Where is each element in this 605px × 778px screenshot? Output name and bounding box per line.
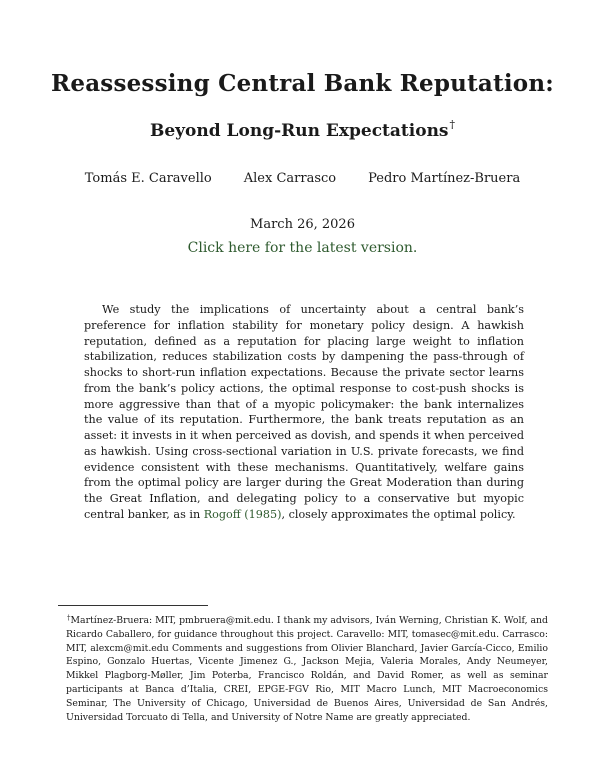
footnote-mark: † [67,614,71,622]
subtitle-text: Beyond Long-Run Expectations [149,121,449,141]
paper-date: March 26, 2026 [250,217,355,232]
rogoff-citation-link[interactable]: Rogoff (1985) [203,507,282,521]
author-1: Tomás E. Caravello [84,171,212,186]
latest-version-period: . [412,240,418,256]
abstract-text-end: , closely approximates the optimal policy. [281,507,516,521]
abstract-text-main: We study the implications of uncertainty about a central bank’s preference for inflation stability for monetary policy design. A hawkish reputation, defined as a reputation for placing large weight to inflation stabilization, reduces stabilization costs by dampening the pass-through of shocks to short-run inflation expectations. Because the private sector learns from the bank’s policy actions, the optimal response to cost-push shocks is more aggressive than that of a myopic policymaker: the bank internalizes the value of its reputation. Furthermore, the bank treats reputation as an asset: it invests in it when perceived as dovish, and spends it when perceived as hawkish. Using cross-sectional variation in U.S. private forecasts, we find evidence consistent with these mechanisms. Quantitatively, welfare gains from the optimal policy are larger during the Great Moderation than during the Great Inflation, and delegating policy to a conservative but myopic central banker, as in [84,303,524,521]
subtitle-footnote-mark[interactable]: † [449,118,456,131]
latest-version-line [0,240,605,256]
footnote-text: Martínez-Bruera: MIT, pmbruera@mit.edu. I thank my advisors, Iván Werning, Christian K. Wolf, and Ricardo Caballero, for guidance throughout this project. Caravello: MIT, tomasec@mit.edu. Carrasco: MIT, alexcm@mit.edu Comments and suggestions from Olivier Blanchard, Javier García-Cicco, Emilio Espino, Gonzalo Huertas, Vicente Jimenez G., Jackson Mejia, Valeria Morales, Andy Neumeyer, Mikkel Plagborg-Møller, Jim Poterba, Francisco Roldán, and David Romer, as well as seminar participants at Banca d’Italia, CREI, EPGE-FGV Rio, MIT Macro Lunch, MIT Macroeconomics Seminar, The University of Chicago, Universidad de Buenos Aires, Universidad de San Andrés, Universidad Torcuato di Tella, and University of Notre Name are greatly appreciated. [66,615,548,723]
author-3: Pedro Martínez-Bruera [368,171,521,186]
author-2: Alex Carrasco [243,171,337,186]
abstract [84,302,524,523]
paper-subtitle [0,118,605,141]
latest-version-link[interactable]: Click here for the latest version [187,240,413,256]
paper-title: Reassessing Central Bank Reputation: [51,70,554,97]
author-list [0,171,605,186]
footnote-divider [58,605,208,606]
footnote [66,612,548,724]
